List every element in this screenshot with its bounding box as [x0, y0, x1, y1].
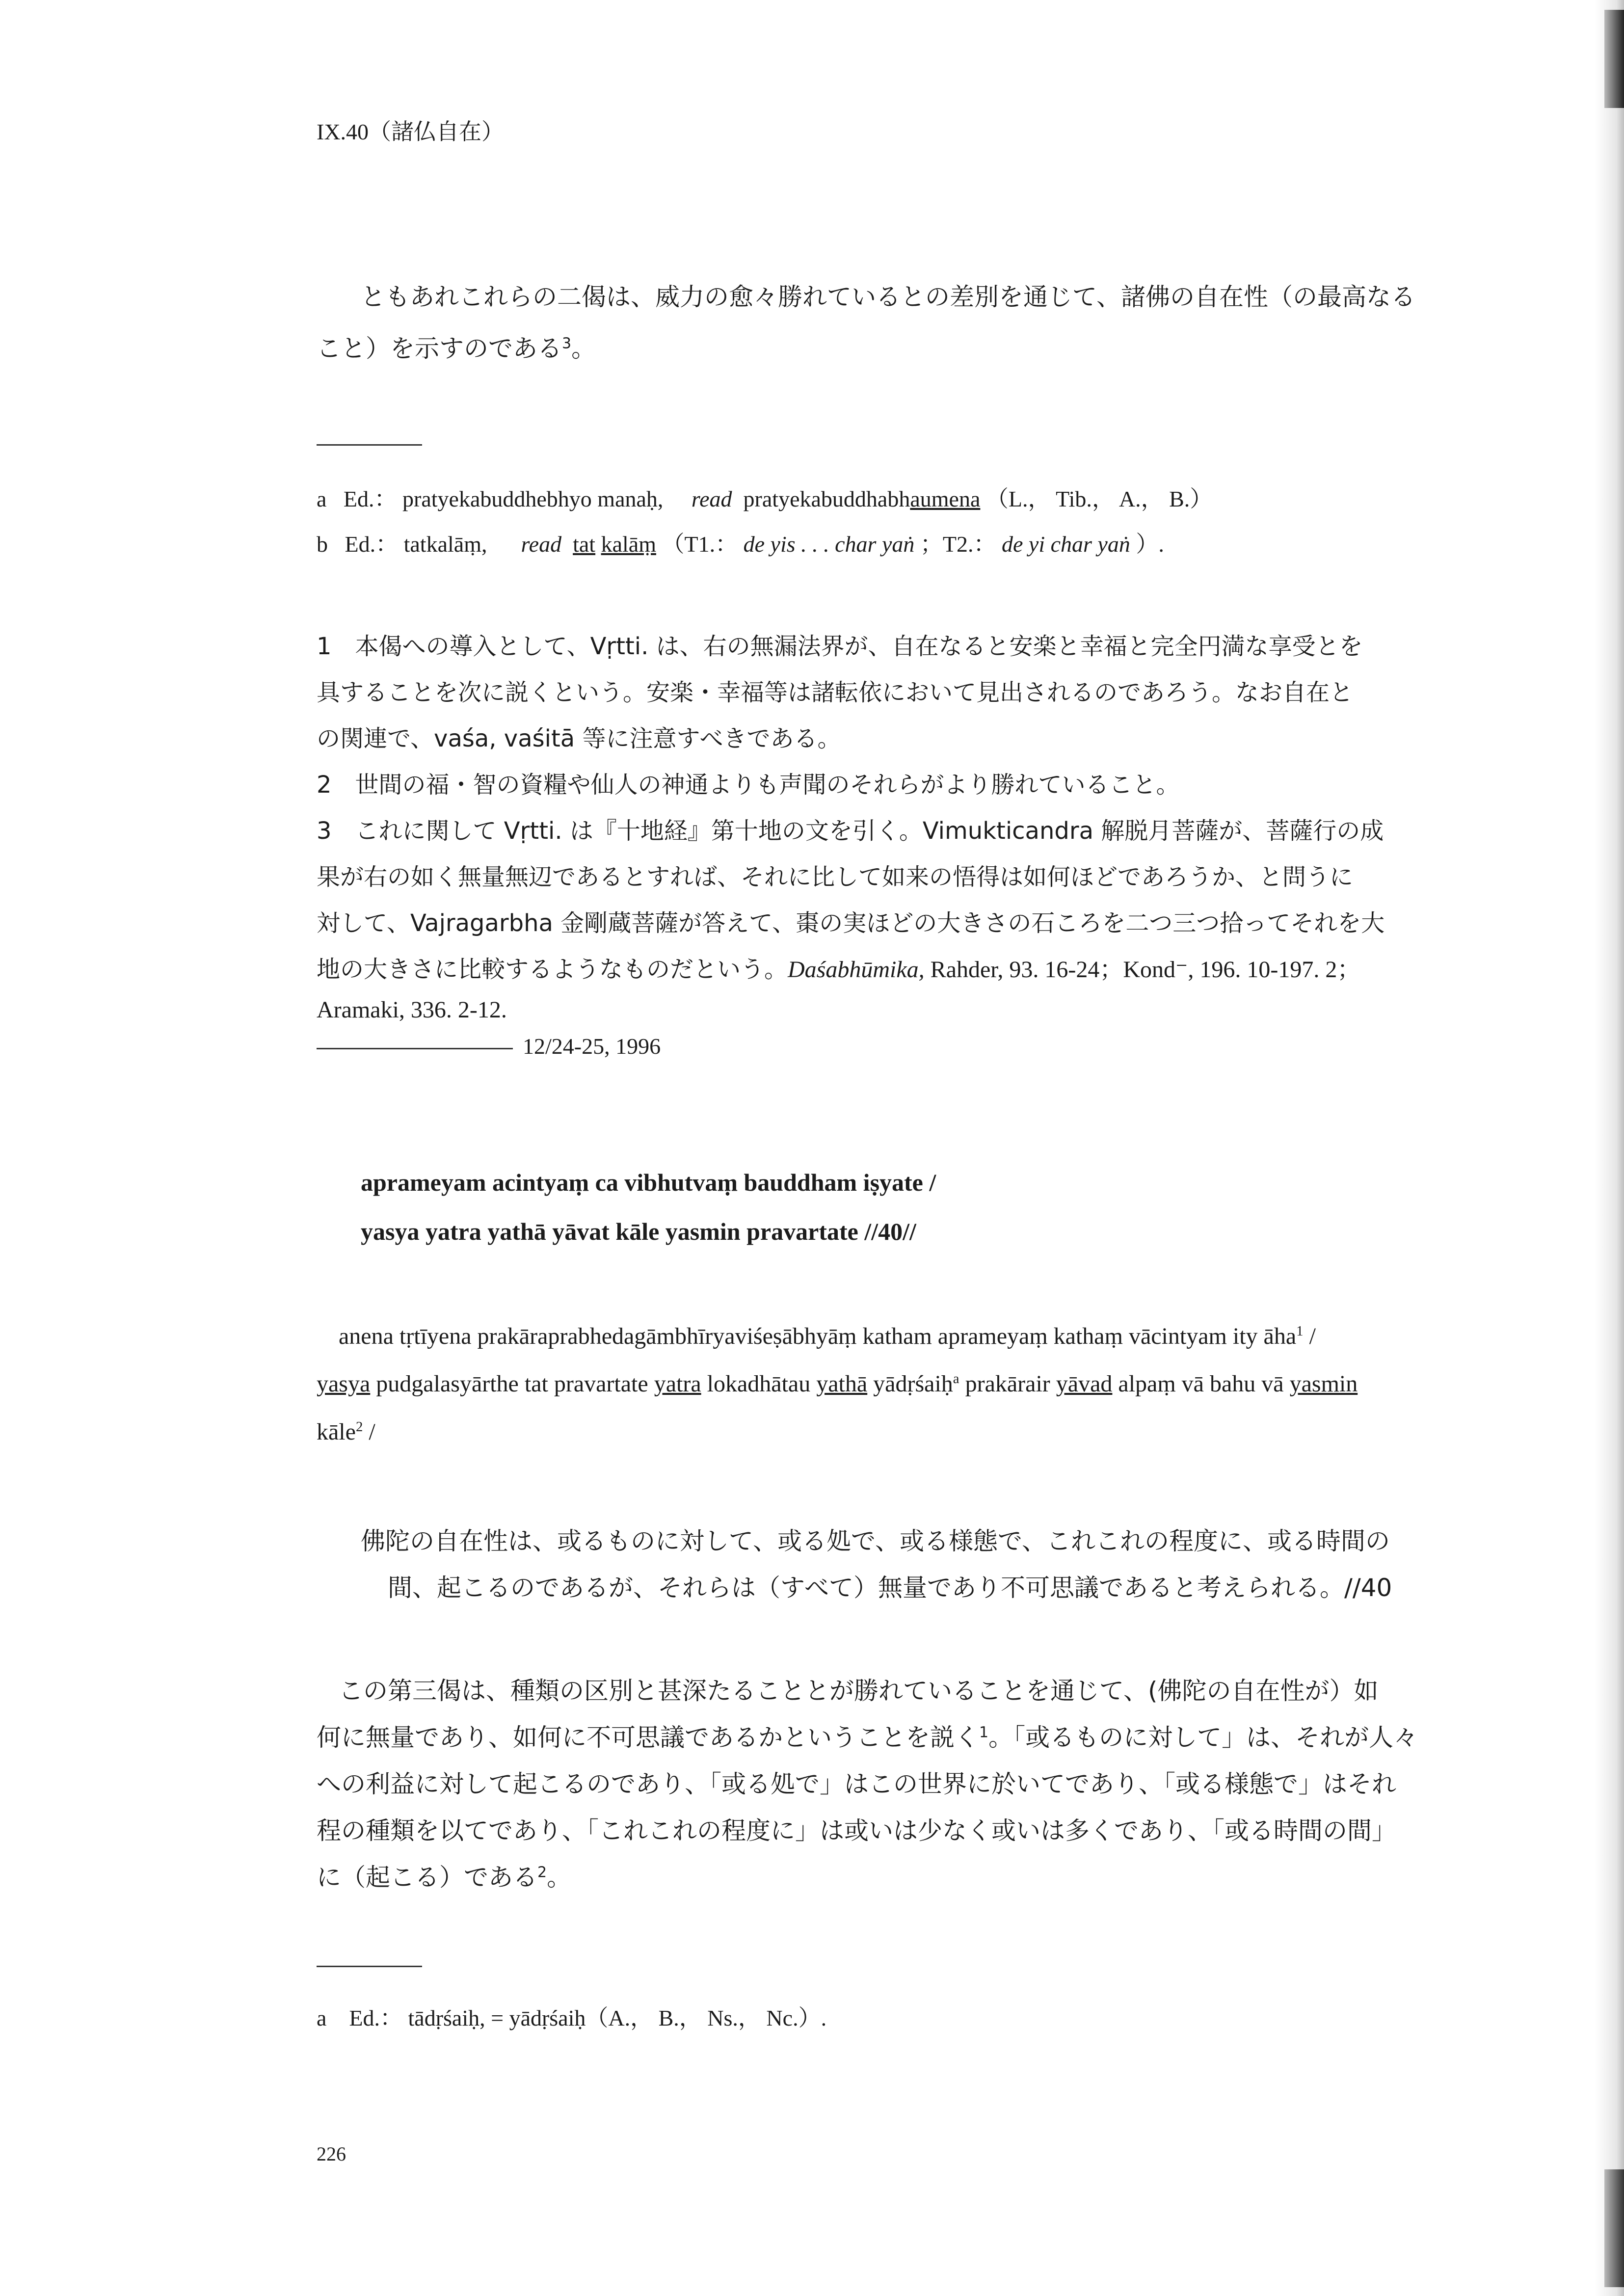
commentary-line-2: yasya pudgalasyārthe tat pravartate yatra lokadhātau yathā yādṛśaiḥ$^a$ prakārair yāvad alpaṃ vā bahu vā yasmin [317, 1371, 1358, 1397]
footnote-3-line2: 果が右の如く無量無辺であるとすれば、それに比して如来の悟得は如何ほどであろうか、と問うに [317, 863, 1354, 891]
scan-edge-bottom-mark [1604, 2169, 1624, 2287]
footnote-3-line4: 地の大きさに比較するようなものだという。Daśabhūmika, Rahder, 93. 16-24；Kond⁻, 196. 10-197. 2； [317, 956, 1361, 983]
scan-edge-top-mark [1604, 10, 1624, 108]
commentary-line-1: anena tṛtīyena prakāraprabhedagāmbhīryaviśeṣābhyāṃ katham aprameyaṃ kathaṃ vācintyam ity āha$^1$ / [339, 1323, 1316, 1349]
textual-note-b: b Ed.： tatkalāṃ, read tat kalāṃ （T1.： de yis . . . char yaṅ ；T2.： de yi char yaṅ ）. [317, 532, 1164, 557]
footnote-3-line1: 3 これに関して Vṛtti. は『十地経』第十地の文を引く。Vimukticandra 解脱月菩薩が、菩薩行の成 [317, 817, 1384, 845]
translation-line-1: 佛陀の自在性は、或るものに対して、或る処で、或る様態で、これこれの程度に、或る時間の [361, 1527, 1390, 1555]
footnote-rule-2 [317, 1966, 422, 1967]
date-rule [317, 1048, 513, 1049]
running-header: IX.40（諸仏自在） [317, 119, 505, 144]
footnote-1-line2: 具することを次に説くという。安楽・幸福等は諸転依において見出されるのであろう。なお自在と [317, 679, 1354, 706]
footnote-1-line1: 1 本偈への導入として、Vṛtti. は、右の無漏法界が、自在なると安楽と幸福と完全円満な享受とを [317, 633, 1363, 660]
footnote-3-line3: 対して、Vajragarbha 金剛蔵菩薩が答えて、棗の実ほどの大きさの石ころを二つ三つ拾ってそれを大 [317, 909, 1385, 937]
para2-line5: に（起こる）である$^2$。 [317, 1863, 572, 1892]
para1-line1: ともあれこれらの二偈は、威力の愈々勝れているとの差別を通じて、諸佛の自在性（の最高なる [361, 283, 1415, 311]
commentary-line-3: kāle$^2$ / [317, 1419, 375, 1445]
footnote-1-line3: の関連で、vaśa, vaśitā 等に注意すべきである。 [317, 725, 841, 752]
textual-note-a: a Ed.： pratyekabuddhebhyo manaḥ, read pratyekabuddhabhaumena （L.， Tib.， A.， B.） [317, 486, 1213, 511]
textual-note-2-a: a Ed.： tādṛśaiḥ, = yādṛśaiḥ（A.， B.， Ns.， Nc.）. [317, 2005, 827, 2030]
footnote-2: 2 世間の福・智の資糧や仙人の神通よりも声聞のそれらがより勝れていること。 [317, 771, 1180, 799]
scan-edge-shadow [1595, 0, 1624, 2296]
page-number: 226 [317, 2143, 346, 2165]
completion-date: 12/24-25, 1996 [523, 1034, 661, 1059]
para2-line1: この第三偈は、種類の区別と甚深たることとが勝れていることを通じて、(佛陀の自在性が）如 [339, 1677, 1379, 1705]
para2-line2: 何に無量であり、如何に不可思議であるかということを説く$^1$。「或るものに対して」は、それが人々 [317, 1723, 1418, 1752]
translation-line-2: 間、起こるのであるが、それらは（すべて）無量であり不可思議であると考えられる。//40 [388, 1574, 1392, 1602]
para2-line3: への利益に対して起こるのであり、「或る処で」はこの世界に於いてであり、「或る様態で」はそれ [317, 1770, 1396, 1798]
para2-line4: 程の種類を以てであり、「これこれの程度に」は或いは少なく或いは多くであり、「或る時間の間」 [317, 1816, 1396, 1845]
footnote-3-line5: Aramaki, 336. 2-12. [317, 997, 507, 1023]
verse-line-2: yasya yatra yathā yāvat kāle yasmin pravartate //40// [361, 1218, 916, 1245]
footnote-rule-1 [317, 444, 422, 446]
verse-line-1: aprameyam acintyaṃ ca vibhutvaṃ bauddham iṣyate / [361, 1169, 936, 1196]
para1-line2: こと）を示すのである$^3$。 [317, 334, 596, 363]
